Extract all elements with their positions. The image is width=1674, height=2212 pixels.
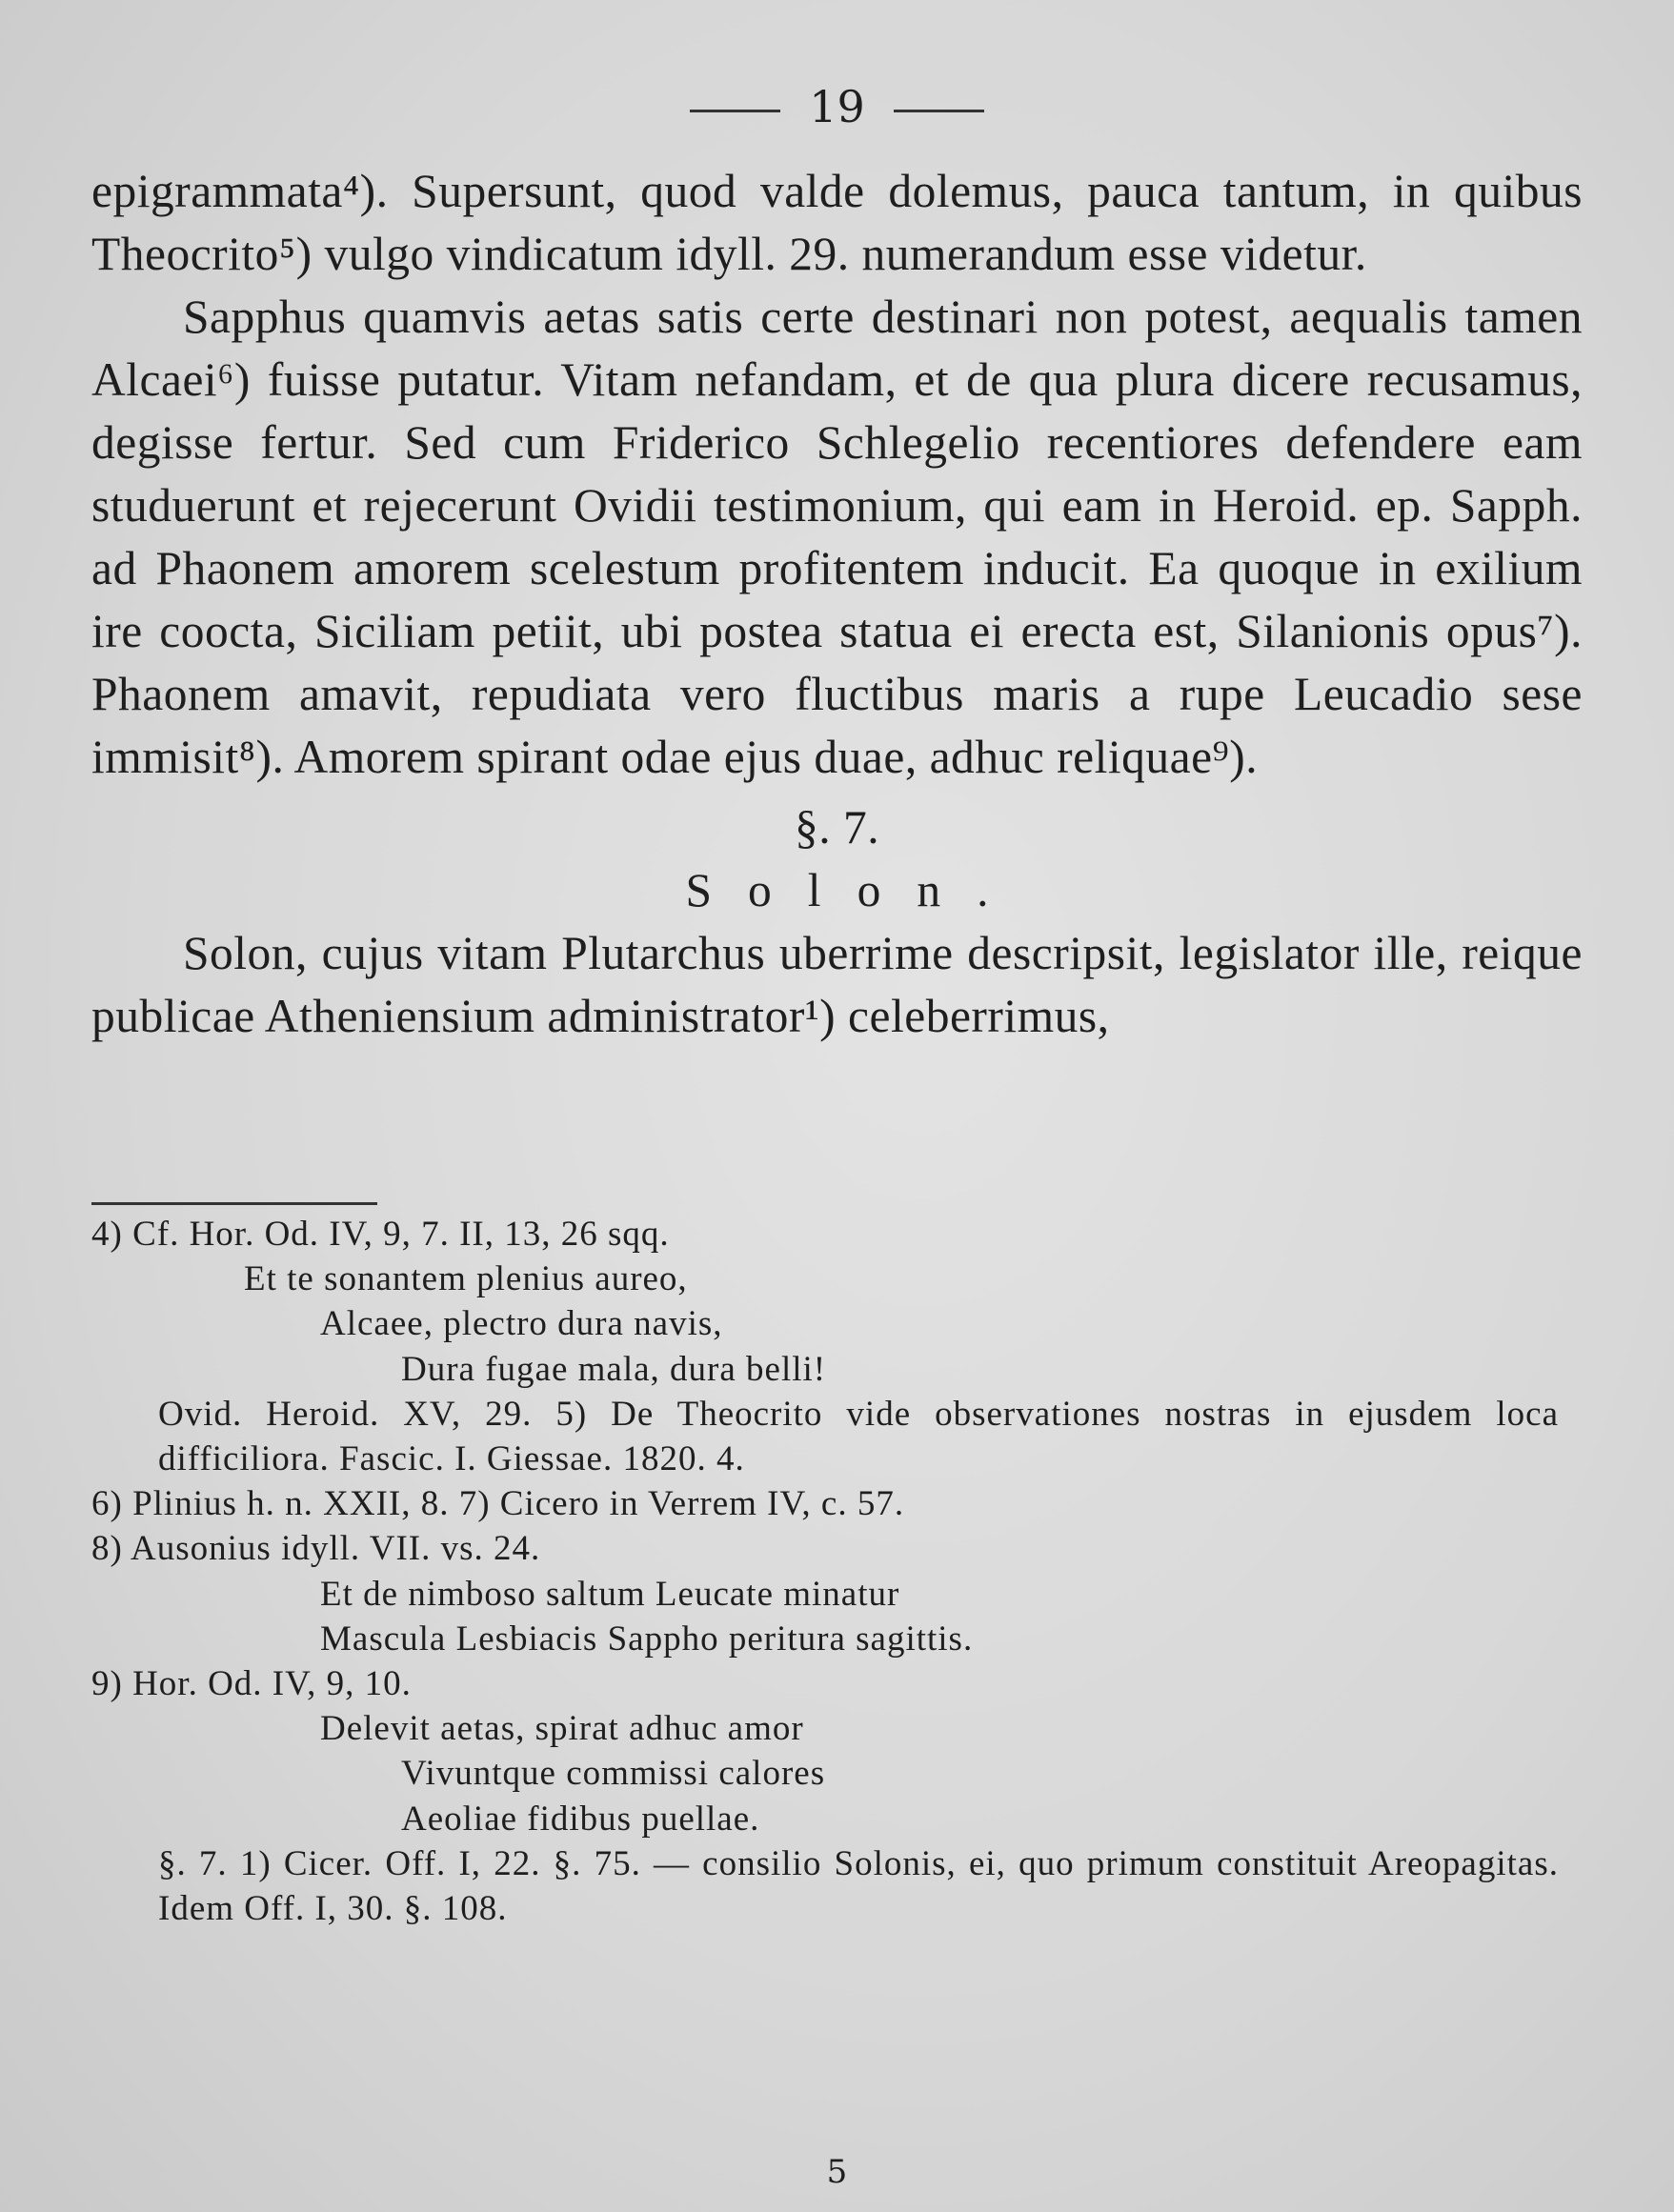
footnote-8: 8) Ausonius idyll. VII. vs. 24. <box>91 1529 541 1569</box>
running-header <box>0 78 1674 135</box>
section-title-text: Solon. <box>685 864 1025 916</box>
verse-line: Et te sonantem plenius aureo, <box>244 1259 688 1299</box>
page-number: 19 <box>809 81 865 132</box>
footnote-4: 4) Cf. Hor. Od. IV, 9, 7. II, 13, 26 sqq. <box>91 1215 670 1254</box>
footnote-6-7: 6) Plinius h. n. XXII, 8. 7) Cicero in Verrem IV, c. 57. <box>91 1484 905 1524</box>
footnotes <box>91 1212 1559 1931</box>
paragraph-1: epigrammata⁴). Supersunt, quod valde dolemus, pauca tantum, in quibus Theocrito⁵) vulgo vindicatum idyll. 29. numerandum esse videtur. <box>91 165 1583 280</box>
footnote-5: Ovid. Heroid. XV, 29. 5) De Theocrito vide observationes nostras in ejusdem loca difficiliora. Fascic. I. Giessae. 1820. 4. <box>158 1394 1559 1479</box>
footnote-rule <box>91 1202 377 1205</box>
section-title <box>91 859 1583 922</box>
paragraph-solon: Solon, cujus vitam Plutarchus uberrime descripsit, legislator ille, reique publicae Atheniensium administrator¹) celeberrimus, <box>91 927 1583 1042</box>
main-text <box>91 160 1583 1048</box>
paragraph-sappho: Sapphus quamvis aetas satis certe destinari non potest, aequalis tamen Alcaei⁶) fuisse putatur. Vitam nefandam, et de qua plura dicere recusamus, degisse fertur. Sed cum Friderico Schlegelio recentiores defendere eam studuerunt et rejecerunt Ovidii testimonium, qui eam in Heroid. ep. Sapph. ad Phaonem amorem scelestum profitentem inducit. Ea quoque in exilium ire coocta, Siciliam petiit, ubi postea statua ei erecta est, Silanionis opus⁷). Phaonem amavit, repudiata vero fluctibus maris a rupe Leucadio sese immisit⁸). Amorem spirant odae ejus duae, adhuc reliquae⁹). <box>91 291 1583 783</box>
verse-line: Dura fugae mala, dura belli! <box>401 1349 827 1389</box>
verse-line: Aeoliae fidibus puellae. <box>401 1799 760 1839</box>
header-rule-right <box>894 110 984 112</box>
header-rule-left <box>690 110 780 112</box>
verse-line: Mascula Lesbiacis Sappho peritura sagittis. <box>320 1619 974 1659</box>
verse-line: Alcaee, plectro dura navis, <box>320 1304 723 1344</box>
section-number: §. 7. <box>794 801 880 854</box>
verse-line: Et de nimboso saltum Leucate minatur <box>320 1574 900 1614</box>
verse-line: Delevit aetas, spirat adhuc amor <box>320 1709 804 1749</box>
footnote-9: 9) Hor. Od. IV, 9, 10. <box>91 1664 412 1704</box>
footnote-s7-1: §. 7. 1) Cicer. Off. I, 22. §. 75. — consilio Solonis, ei, quo primum constituit Areopagitas. Idem Off. I, 30. §. 108. <box>158 1843 1559 1929</box>
verse-line: Vivuntque commissi calores <box>401 1754 826 1794</box>
signature-mark: 5 <box>826 2153 848 2191</box>
